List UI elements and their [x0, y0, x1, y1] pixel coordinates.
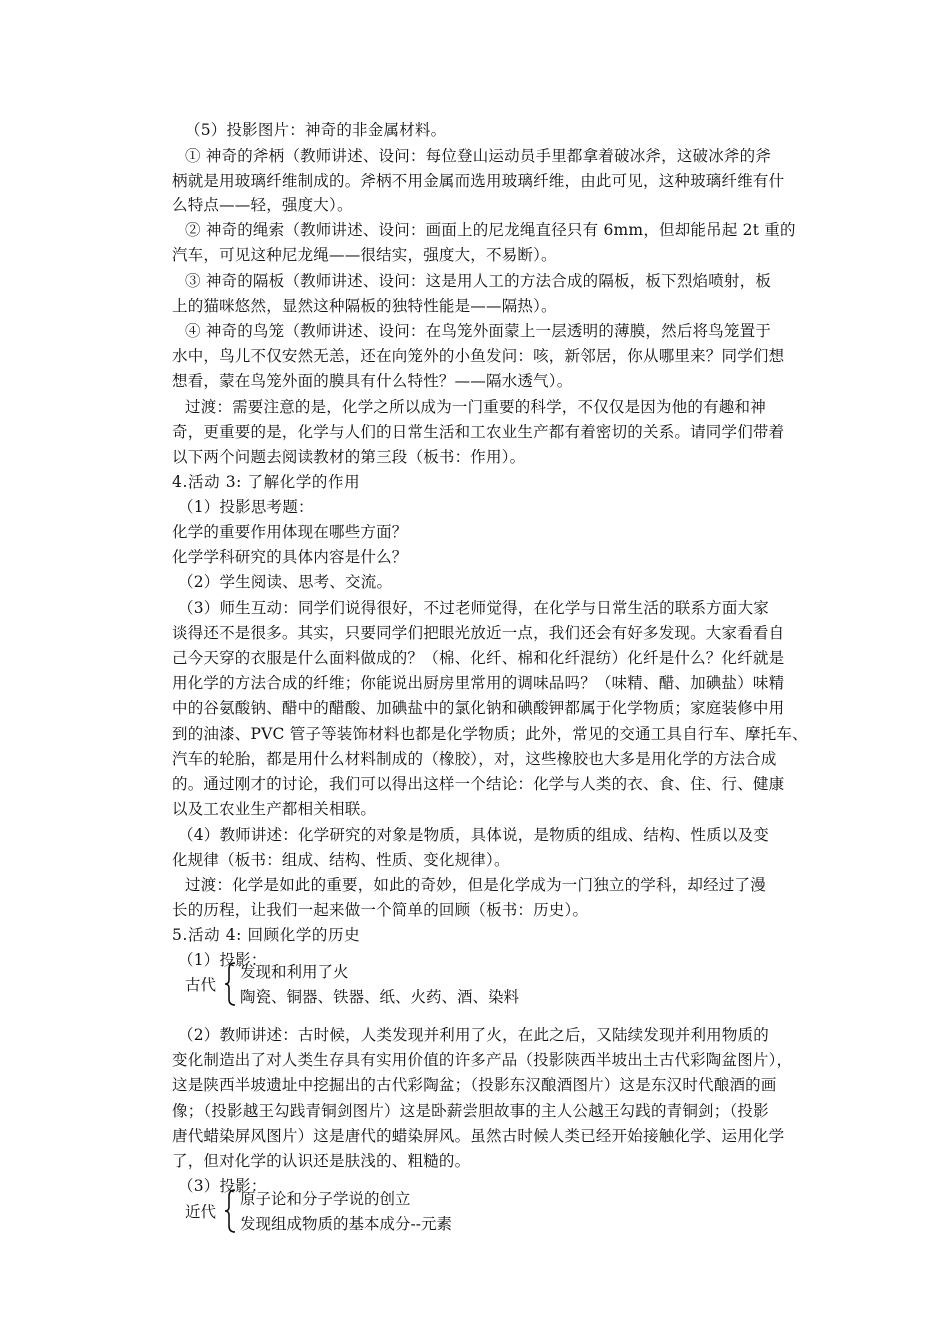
- text-line: 柄就是用玻璃纤维制成的。斧柄不用金属而选用玻璃纤维，由此可见，这种玻璃纤维有什: [172, 172, 785, 190]
- brace-icon: [224, 962, 234, 1006]
- text-line: 化学学科研究的具体内容是什么？: [172, 548, 408, 566]
- text-line: ③ 神奇的隔板（教师讲述、设问：这是用人工的方法合成的隔板，板下烈焰喷射，板: [185, 272, 772, 290]
- text-line: 长的历程，让我们一起来做一个简单的回顾（板书：历史）。: [172, 901, 589, 919]
- text-line: ② 神奇的绳索（教师讲述、设问：画面上的尼龙绳直径只有 6mm，但却能吊起 2t 重的: [185, 221, 796, 239]
- text-line: （2）学生阅读、思考、交流。: [178, 573, 393, 591]
- brace-item: 原子论和分子学说的创立: [240, 1190, 411, 1208]
- text-line: 以及工农业生产都相关相联。: [172, 800, 377, 818]
- brace-label: 近代: [185, 1203, 217, 1221]
- text-line: 以下两个问题去阅读教材的第三段（板书：作用）。: [172, 448, 526, 466]
- text-line: 的。通过刚才的讨论，我们可以得出这样一个结论：化学与人类的衣、食、住、行、健康: [172, 775, 785, 793]
- text-line: （1）投影思考题：: [178, 498, 314, 516]
- text-line: 么特点——轻，强度大）。: [172, 196, 353, 214]
- text-line: 过渡：需要注意的是，化学之所以成为一门重要的科学，不仅仅是因为他的有趣和神: [185, 398, 766, 416]
- text-line: 己今天穿的衣服是什么面料做成的？（棉、化纤、棉和化纤混纺）化纤是什么？化纤就是: [172, 649, 785, 667]
- text-line: 汽车，可见这种尼龙绳——很结实，强度大，不易断）。: [172, 246, 557, 264]
- brace-icon: [224, 1189, 234, 1233]
- text-line: ④ 神奇的鸟笼（教师讲述、设问：在鸟笼外面蒙上一层透明的薄膜，然后将鸟笼置于: [185, 322, 772, 340]
- text-line: （1）投影：: [178, 951, 267, 969]
- brace-item: 陶瓷、铜器、铁器、纸、火药、酒、染料: [240, 988, 520, 1006]
- text-line: （2）教师讲述：古时候，人类发现并利用了火，在此之后，又陆续发现并利用物质的: [178, 1026, 769, 1044]
- text-line: 4.活动 3: 了解化学的作用: [172, 473, 361, 491]
- brace-item: 发现组成物质的基本成分--元素: [240, 1215, 452, 1233]
- text-line: 水中，鸟儿不仅安然无恙，还在向笼外的小鱼发问：咳，新邻居，你从哪里来？同学们想: [172, 347, 785, 365]
- text-line: 上的猫咪悠然，显然这种隔板的独特性能是——隔热）。: [172, 297, 557, 315]
- text-line: 想看，蒙在鸟笼外面的膜具有什么特性？——隔水透气）。: [172, 372, 573, 390]
- text-line: 过渡：化学是如此的重要，如此的奇妙，但是化学成为一门独立的学科，却经过了漫: [185, 876, 766, 894]
- text-line: 用化学的方法合成的纤维；你能说出厨房里常用的调味品吗？（味精、醋、加碘盐）味精: [172, 674, 785, 692]
- text-line: 5.活动 4: 回顾化学的历史: [172, 926, 361, 944]
- text-line: 中的谷氨酸钠、醋中的醋酸、加碘盐中的氯化钠和碘酸钾都属于化学物质；家庭装修中用: [172, 699, 785, 717]
- text-line: ① 神奇的斧柄（教师讲述、设问：每位登山运动员手里都拿着破冰斧，这破冰斧的斧: [185, 147, 772, 165]
- text-line: （3）投影：: [178, 1177, 267, 1195]
- text-line: 到的油漆、PVC 管子等装饰材料也都是化学物质；此外，常见的交通工具自行车、摩托车、: [172, 725, 808, 743]
- text-line: 像；（投影越王勾践青铜剑图片）这是卧薪尝胆故事的主人公越王勾践的青铜剑；（投影: [172, 1102, 769, 1120]
- text-line: 了，但对化学的认识还是肤浅的、粗糙的。: [172, 1152, 471, 1170]
- text-line: 化规律（板书：组成、结构、性质、变化规律）。: [172, 851, 510, 869]
- text-line: 汽车的轮胎，都是用什么材料制成的（橡胶），对，这些橡胶也大多是用化学的方法合成: [172, 750, 777, 768]
- brace-label: 古代: [185, 976, 217, 994]
- text-line: （5）投影图片：神奇的非金属材料。: [185, 121, 447, 139]
- text-line: 化学的重要作用体现在哪些方面？: [172, 523, 408, 541]
- text-line: 变化制造出了对人类生存具有实用价值的许多产品（投影陕西半坡出土古代彩陶盆图片），: [172, 1051, 793, 1069]
- brace-item: 发现和利用了火: [240, 963, 349, 981]
- text-line: （4）教师讲述：化学研究的对象是物质，具体说，是物质的组成、结构、性质以及变: [178, 826, 769, 844]
- text-line: 唐代蜡染屏风图片）这是唐代的蜡染屏风。虽然古时候人类已经开始接触化学、运用化学: [172, 1127, 785, 1145]
- text-line: 谈得还不是很多。其实，只要同学们把眼光放近一点，我们还会有好多发现。大家看看自: [172, 624, 785, 642]
- text-line: 这是陕西半坡遗址中挖掘出的古代彩陶盆；（投影东汉酿酒图片）这是东汉时代酿酒的画: [172, 1076, 777, 1094]
- text-line: （3）师生互动：同学们说得很好，不过老师觉得，在化学与日常生活的联系方面大家: [178, 599, 769, 617]
- text-line: 奇，更重要的是，化学与人们的日常生活和工农业生产都有着密切的关系。请同学们带着: [172, 423, 785, 441]
